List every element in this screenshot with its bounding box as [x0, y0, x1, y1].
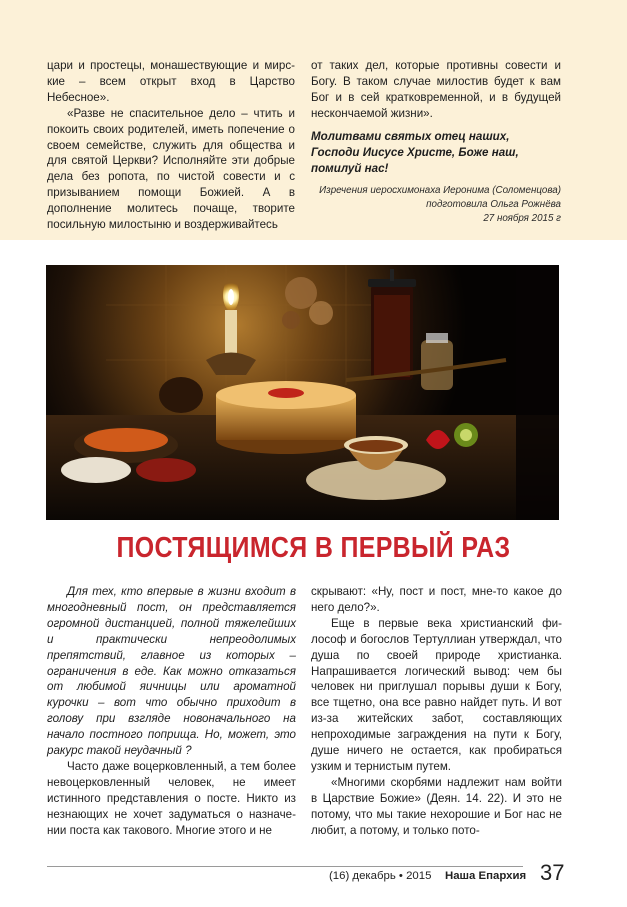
footer-issue: (16) декабрь • 2015: [329, 870, 432, 882]
credit-source: Изречения иеросхимонаха Иеронима (Соломенцова): [319, 184, 561, 196]
prayer-text: Молитвами святых отец наших, Господи Иисусе Христе, Боже наш, помилуй нас!: [311, 129, 519, 175]
article-title: ПОСТЯЩИМСЯ В ПЕРВЫЙ РАЗ: [116, 532, 511, 564]
page-number: 37: [540, 860, 565, 885]
footer-divider: [47, 866, 523, 867]
paragraph: Часто даже воцерковленный, а тем более невоцерковленный человек, не имеет истинного представления о посте. Никто из незнающих не хочет задуматься о назначении поста как такового. Многие этого и не: [47, 759, 296, 837]
still-life-photo: [46, 265, 559, 520]
paragraph: цари и простецы, монашествующие и мирские – всем открыт вход в Царство Небесное».: [47, 59, 295, 104]
credit-author: подготовила Ольга Рожнёва: [426, 198, 561, 210]
top-right-column: [311, 58, 561, 226]
paragraph: «Разве не спасительное дело – чтить и покоить своих родителей, иметь попечение о своем семействе, служить для общества и для святой Церкви? Исполняйте эти добрые дела без ропота, по чистой совести и с призыванием помощи Божией. А в дополнение молитесь почаще, творите посильную милостыню и воздерживайтесь: [47, 106, 295, 232]
body-right-column: [311, 584, 562, 839]
paragraph: от таких дел, которые противны совести и Богу. В таком случае милостив будет к вам Бог и в сей кратковременной, и в будущей нескончаемой жизни».: [311, 59, 561, 120]
paragraph: Еще в первые века христианский философ и богослов Тертуллиан утверждал, что душа по своей природе христианка. Напрашивается логический вывод: чем бы человек ни приглушал порывы души к Богу, все тщетно, она все равно найдет путь. И вот из-за житейских забот, составляющих непроходимые заграждения на пути к Богу, душе ничего не остается, как пробираться узким и тернистым путем.: [311, 616, 562, 773]
footer-publication: Наша Епархия: [445, 870, 527, 882]
paragraph: «Многими скорбями надлежит нам войти в Царствие Божие» (Деян. 14. 22). И это не потому, что мы такие нехорошие и Бог нас не любит, а потому, и только пото-: [311, 775, 562, 837]
body-left-column: [47, 584, 296, 839]
credit-date: 27 ноября 2015 г: [483, 213, 561, 225]
top-left-column: [47, 58, 295, 233]
article-lead: Для тех, кто впервые в жизни входит в многодневный пост, он представляется огромной дистанцией, полной тяжелейших и практически непреодолимых препятствий, главное из которых – ограничения в еде. Как можно отказаться от любимой яичницы или ароматной курочки – вот что обычно приходит в голову при взгляде новоначального на начало постного поприща. Но, может, это ракурс такой неудачный ?: [47, 585, 296, 758]
paragraph: скрывают: «Ну, пост и пост, мне-то какое до него дело?».: [311, 585, 562, 614]
credits: [311, 184, 561, 227]
